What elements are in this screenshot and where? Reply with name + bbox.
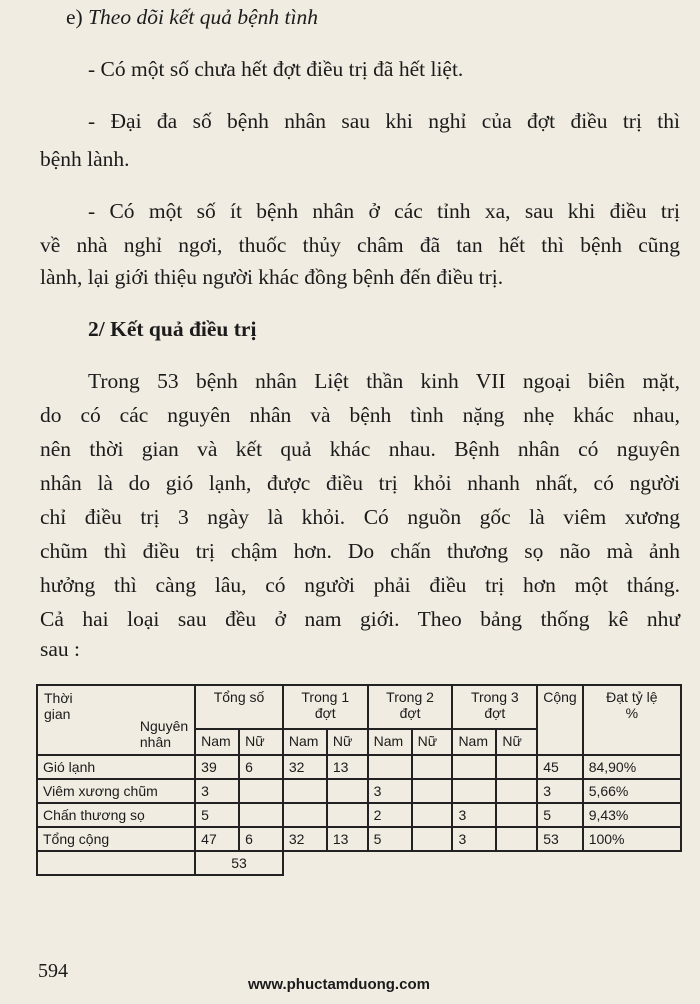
table-cell	[283, 803, 327, 827]
total-combined-cell: 53	[195, 851, 283, 875]
table-cell: 5	[368, 827, 412, 851]
paragraph-line: bệnh lành.	[40, 147, 130, 171]
page-number: 594	[38, 960, 68, 982]
table-total-combined-row	[37, 851, 681, 875]
paragraph-line: nên thời gian và kết quả khác nhau. Bệnh nhân có nguyên	[40, 437, 680, 461]
paragraph-line: - Có một số ít bệnh nhân ở các tỉnh xa, sau khi điều trị	[88, 199, 680, 223]
table-cell	[496, 755, 537, 779]
table-cell: 32	[283, 755, 327, 779]
header-trong-1: Trong 1 đợt	[283, 685, 368, 729]
row-label: Viêm xương chũm	[37, 779, 195, 803]
row-label: Gió lạnh	[37, 755, 195, 779]
table-cell: 53	[537, 827, 582, 851]
table-cell	[452, 779, 496, 803]
subheader-nam: Nam	[195, 729, 239, 755]
table-cell: 5	[195, 803, 239, 827]
table-cell	[239, 803, 283, 827]
table-cell: 47	[195, 827, 239, 851]
results-table	[36, 684, 682, 876]
table-cell	[412, 827, 453, 851]
table-cell: 2	[368, 803, 412, 827]
paragraph-line: Trong 53 bệnh nhân Liệt thần kinh VII ngoại biên mặt,	[88, 369, 680, 393]
table-cell: 6	[239, 755, 283, 779]
paragraph-line: nhân là do gió lạnh, được điều trị khỏi nhanh nhất, có người	[40, 471, 680, 495]
table-cell	[412, 779, 453, 803]
table-cell: 32	[283, 827, 327, 851]
table-row	[37, 803, 681, 827]
paragraph-line: - Có một số chưa hết đợt điều trị đã hết liệt.	[88, 57, 464, 81]
table-header-row	[37, 685, 681, 729]
section-e-title: Theo dõi kết quả bệnh tình	[88, 5, 318, 29]
section-2-title: 2/ Kết quả điều trị	[88, 317, 257, 341]
table-cell: 3	[195, 779, 239, 803]
table-total-row	[37, 827, 681, 851]
table-cell	[496, 827, 537, 851]
header-trong-2: Trong 2 đợt	[368, 685, 453, 729]
table-cell	[368, 755, 412, 779]
paragraph-line: hưởng thì càng lâu, có người phải điều trị hơn một tháng.	[40, 573, 680, 597]
subheader-nu: Nữ	[239, 729, 283, 755]
table-cell	[327, 779, 368, 803]
table-cell: 3	[452, 803, 496, 827]
paragraph-line: về nhà nghỉ ngơi, thuốc thủy châm đã tan hết thì bệnh cũng	[40, 233, 680, 257]
table-cell: 3	[537, 779, 582, 803]
subheader-nam: Nam	[283, 729, 327, 755]
table-cell: 39	[195, 755, 239, 779]
table-cell: 6	[239, 827, 283, 851]
table-cell	[412, 755, 453, 779]
table-cell	[452, 755, 496, 779]
table-row	[37, 755, 681, 779]
subheader-nam: Nam	[368, 729, 412, 755]
table-cell	[496, 779, 537, 803]
table-cell: 13	[327, 755, 368, 779]
section-e-heading: e) Theo dõi kết quả bệnh tình	[66, 5, 318, 29]
header-cong: Cộng	[537, 685, 582, 755]
paragraph-line: Cả hai loại sau đều ở nam giới. Theo bảng thống kê như	[40, 607, 680, 631]
subheader-nu: Nữ	[412, 729, 453, 755]
paragraph-line: sau :	[40, 637, 81, 661]
table-cell	[496, 803, 537, 827]
table-cell: 3	[452, 827, 496, 851]
table-row	[37, 779, 681, 803]
table-cell: 100%	[583, 827, 681, 851]
paragraph-line: - Đại đa số bệnh nhân sau khi nghỉ của đợt điều trị thì	[88, 109, 680, 133]
table-corner-cell: Thời gian Nguyên nhân	[37, 685, 195, 755]
table-cell: 3	[368, 779, 412, 803]
table-cell	[283, 779, 327, 803]
header-dat-ty-le: Đạt tỷ lệ %	[583, 685, 681, 755]
table-cell: 45	[537, 755, 582, 779]
table-cell	[412, 803, 453, 827]
table-cell: 84,90%	[583, 755, 681, 779]
table-cell	[327, 803, 368, 827]
header-tong-so: Tổng số	[195, 685, 283, 729]
paragraph-line: chỉ điều trị 3 ngày là khỏi. Có nguồn gốc là viêm xương	[40, 505, 680, 529]
paragraph-line: chũm thì điều trị chậm hơn. Do chấn thương sọ não mà ảnh	[40, 539, 680, 563]
row-label: Tổng cộng	[37, 827, 195, 851]
subheader-nam: Nam	[452, 729, 496, 755]
table-cell: 9,43%	[583, 803, 681, 827]
row-label: Chấn thương sọ	[37, 803, 195, 827]
paragraph-line: do có các nguyên nhân và bệnh tình nặng nhẹ khác nhau,	[40, 403, 680, 427]
paragraph-line: lành, lại giới thiệu người khác đồng bệnh đến điều trị.	[40, 265, 504, 289]
table-cell	[239, 779, 283, 803]
subheader-nu: Nữ	[496, 729, 537, 755]
table-cell: 5	[537, 803, 582, 827]
table-cell: 13	[327, 827, 368, 851]
website-watermark: www.phuctamduong.com	[248, 976, 430, 993]
header-trong-3: Trong 3 đợt	[452, 685, 537, 729]
table-cell: 5,66%	[583, 779, 681, 803]
subheader-nu: Nữ	[327, 729, 368, 755]
